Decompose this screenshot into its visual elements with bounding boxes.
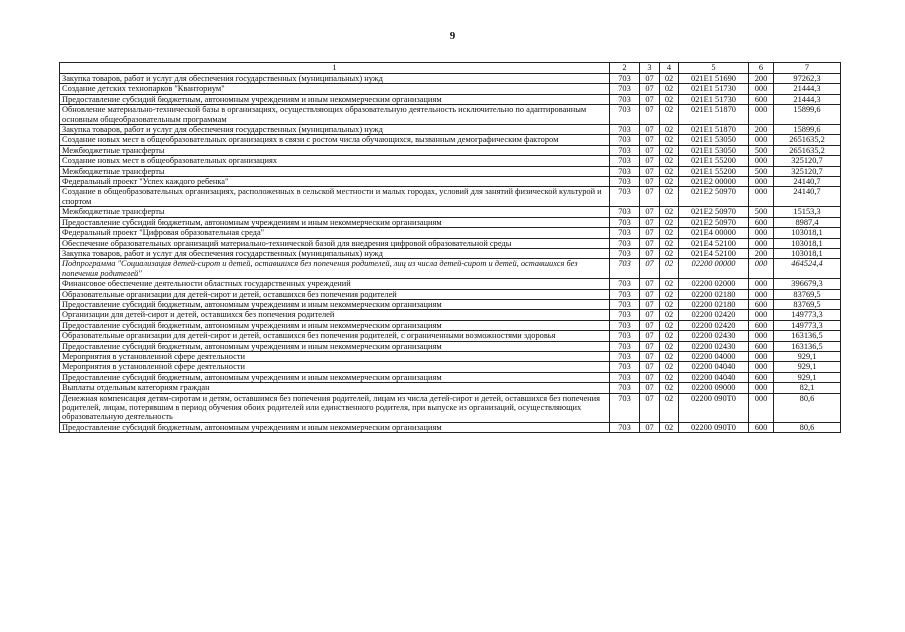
row-amount-cell: 149773,3 — [774, 310, 841, 320]
row-name-cell: Закупка товаров, работ и услуг для обеспечения государственных (муниципальных) нужд — [60, 248, 610, 258]
table-row — [60, 331, 841, 341]
row-amount-cell: 21444,3 — [774, 84, 841, 94]
column-header: 3 — [640, 63, 660, 74]
row-section-cell: 703 — [610, 156, 640, 166]
row-subsection2-cell: 02 — [660, 393, 679, 422]
row-expense-type-cell: 000 — [749, 105, 774, 125]
row-amount-cell: 464524,4 — [774, 259, 841, 279]
row-section-cell: 703 — [610, 74, 640, 84]
row-target-article-cell: 021E2 50970 — [679, 207, 749, 217]
row-target-article-cell: 021E1 51690 — [679, 74, 749, 84]
row-expense-type-cell: 000 — [749, 351, 774, 361]
row-expense-type-cell: 200 — [749, 125, 774, 135]
row-name-cell: Подпрограмма "Социализация детей-сирот и детей, оставшихся без попечения родителей, лиц из числа детей-сирот и детей, оставшихся без попечения родителей" — [60, 259, 610, 279]
row-subsection2-cell: 02 — [660, 248, 679, 258]
row-subsection2-cell: 02 — [660, 362, 679, 372]
row-name-cell: Федеральный проект "Цифровая образовательная среда" — [60, 228, 610, 238]
row-amount-cell: 15899,6 — [774, 105, 841, 125]
row-target-article-cell: 021E2 50970 — [679, 217, 749, 227]
table-row — [60, 393, 841, 422]
row-expense-type-cell: 000 — [749, 289, 774, 299]
row-amount-cell: 325120,7 — [774, 166, 841, 176]
table-row — [60, 74, 841, 84]
row-name-cell: Выплаты отдельным категориям граждан — [60, 383, 610, 393]
row-name-cell: Образовательные организации для детей-сирот и детей, оставшихся без попечения родителей — [60, 289, 610, 299]
row-name-cell: Закупка товаров, работ и услуг для обеспечения государственных (муниципальных) нужд — [60, 74, 610, 84]
row-subsection2-cell: 02 — [660, 310, 679, 320]
row-expense-type-cell: 000 — [749, 156, 774, 166]
row-subsection-cell: 07 — [640, 217, 660, 227]
row-subsection-cell: 07 — [640, 310, 660, 320]
row-name-cell: Межбюджетные трансферты — [60, 207, 610, 217]
table-row — [60, 248, 841, 258]
row-name-cell: Обновление материально-технической базы в организациях, осуществляющих образовательную деятельность исключительно по адаптированным основным общеобразовательным программам — [60, 105, 610, 125]
row-expense-type-cell: 600 — [749, 341, 774, 351]
row-subsection2-cell: 02 — [660, 135, 679, 145]
row-subsection-cell: 07 — [640, 351, 660, 361]
column-header: 7 — [774, 63, 841, 74]
row-amount-cell: 929,1 — [774, 362, 841, 372]
row-subsection2-cell: 02 — [660, 238, 679, 248]
table-row — [60, 84, 841, 94]
row-name-cell: Создание новых мест в общеобразовательных организациях — [60, 156, 610, 166]
row-amount-cell: 24140,7 — [774, 187, 841, 207]
row-name-cell: Межбюджетные трансферты — [60, 145, 610, 155]
row-subsection2-cell: 02 — [660, 207, 679, 217]
row-amount-cell: 929,1 — [774, 372, 841, 382]
row-section-cell: 703 — [610, 217, 640, 227]
row-subsection-cell: 07 — [640, 383, 660, 393]
row-name-cell: Создание новых мест в общеобразовательных организациях в связи с ростом числа обучающихся, вызванным демографическим фактором — [60, 135, 610, 145]
row-subsection2-cell: 02 — [660, 331, 679, 341]
row-subsection2-cell: 02 — [660, 372, 679, 382]
row-subsection-cell: 07 — [640, 94, 660, 104]
row-target-article-cell: 02200 090Т0 — [679, 393, 749, 422]
row-section-cell: 703 — [610, 320, 640, 330]
row-expense-type-cell: 200 — [749, 74, 774, 84]
row-subsection-cell: 07 — [640, 156, 660, 166]
row-name-cell: Предоставление субсидий бюджетным, автономным учреждениям и иным некоммерческим организациям — [60, 422, 610, 432]
row-target-article-cell: 021E4 52100 — [679, 238, 749, 248]
row-expense-type-cell: 600 — [749, 217, 774, 227]
row-section-cell: 703 — [610, 372, 640, 382]
row-section-cell: 703 — [610, 105, 640, 125]
row-subsection-cell: 07 — [640, 259, 660, 279]
row-name-cell: Мероприятия в установленной сфере деятельности — [60, 351, 610, 361]
table-row — [60, 299, 841, 309]
row-subsection2-cell: 02 — [660, 217, 679, 227]
row-target-article-cell: 021E1 51730 — [679, 84, 749, 94]
table-row — [60, 383, 841, 393]
row-amount-cell: 8987,4 — [774, 217, 841, 227]
row-section-cell: 703 — [610, 393, 640, 422]
table-header-row — [60, 63, 841, 74]
table-row — [60, 125, 841, 135]
row-target-article-cell: 021E1 51730 — [679, 94, 749, 104]
row-expense-type-cell: 000 — [749, 310, 774, 320]
row-subsection2-cell: 02 — [660, 422, 679, 432]
row-subsection2-cell: 02 — [660, 279, 679, 289]
row-expense-type-cell: 000 — [749, 279, 774, 289]
row-subsection-cell: 07 — [640, 74, 660, 84]
row-section-cell: 703 — [610, 207, 640, 217]
row-section-cell: 703 — [610, 289, 640, 299]
row-target-article-cell: 021E1 51870 — [679, 105, 749, 125]
row-name-cell: Мероприятия в установленной сфере деятельности — [60, 362, 610, 372]
row-expense-type-cell: 000 — [749, 84, 774, 94]
row-target-article-cell: 02200 04040 — [679, 372, 749, 382]
table-row — [60, 207, 841, 217]
row-expense-type-cell: 000 — [749, 228, 774, 238]
row-name-cell: Предоставление субсидий бюджетным, автономным учреждениям и иным некоммерческим организациям — [60, 299, 610, 309]
row-target-article-cell: 02200 02000 — [679, 279, 749, 289]
table-row — [60, 135, 841, 145]
row-expense-type-cell: 000 — [749, 383, 774, 393]
row-amount-cell: 24140,7 — [774, 177, 841, 187]
row-subsection2-cell: 02 — [660, 351, 679, 361]
row-section-cell: 703 — [610, 310, 640, 320]
row-section-cell: 703 — [610, 94, 640, 104]
table-row — [60, 238, 841, 248]
row-amount-cell: 15153,3 — [774, 207, 841, 217]
row-expense-type-cell: 000 — [749, 259, 774, 279]
row-subsection2-cell: 02 — [660, 84, 679, 94]
row-name-cell: Денежная компенсация детям-сиротам и детям, оставшимся без попечения родителей, лицам из числа детей-сирот и детей, оставшихся без попечения родителей, лицам, потерявшим в период обучения обоих родителей или единственного родителя, при выпуске из организаций, осуществляющих образовательную деятельность — [60, 393, 610, 422]
row-target-article-cell: 02200 00000 — [679, 259, 749, 279]
row-subsection-cell: 07 — [640, 228, 660, 238]
row-expense-type-cell: 600 — [749, 94, 774, 104]
row-expense-type-cell: 600 — [749, 422, 774, 432]
row-amount-cell: 83769,5 — [774, 299, 841, 309]
row-amount-cell: 163136,5 — [774, 341, 841, 351]
row-target-article-cell: 02200 02420 — [679, 310, 749, 320]
row-subsection-cell: 07 — [640, 135, 660, 145]
row-amount-cell: 15899,6 — [774, 125, 841, 135]
row-subsection2-cell: 02 — [660, 299, 679, 309]
table-row — [60, 94, 841, 104]
row-subsection2-cell: 02 — [660, 383, 679, 393]
row-amount-cell: 325120,7 — [774, 156, 841, 166]
row-section-cell: 703 — [610, 84, 640, 94]
row-subsection2-cell: 02 — [660, 177, 679, 187]
row-subsection-cell: 07 — [640, 320, 660, 330]
row-section-cell: 703 — [610, 383, 640, 393]
row-expense-type-cell: 000 — [749, 187, 774, 207]
row-target-article-cell: 02200 04040 — [679, 362, 749, 372]
row-subsection-cell: 07 — [640, 362, 660, 372]
row-subsection-cell: 07 — [640, 331, 660, 341]
column-header: 1 — [60, 63, 610, 74]
row-target-article-cell: 02200 02430 — [679, 331, 749, 341]
row-amount-cell: 80,6 — [774, 393, 841, 422]
row-subsection2-cell: 02 — [660, 289, 679, 299]
row-target-article-cell: 021E1 53050 — [679, 145, 749, 155]
row-section-cell: 703 — [610, 351, 640, 361]
row-section-cell: 703 — [610, 259, 640, 279]
row-subsection2-cell: 02 — [660, 166, 679, 176]
row-subsection-cell: 07 — [640, 341, 660, 351]
row-expense-type-cell: 000 — [749, 238, 774, 248]
row-section-cell: 703 — [610, 362, 640, 372]
row-section-cell: 703 — [610, 135, 640, 145]
table-row — [60, 320, 841, 330]
row-expense-type-cell: 000 — [749, 393, 774, 422]
row-section-cell: 703 — [610, 248, 640, 258]
table-row — [60, 145, 841, 155]
row-amount-cell: 103018,1 — [774, 248, 841, 258]
row-name-cell: Предоставление субсидий бюджетным, автономным учреждениям и иным некоммерческим организациям — [60, 372, 610, 382]
table-row — [60, 289, 841, 299]
table-row — [60, 351, 841, 361]
table-row — [60, 105, 841, 125]
column-header: 2 — [610, 63, 640, 74]
row-target-article-cell: 021E1 55200 — [679, 166, 749, 176]
row-section-cell: 703 — [610, 331, 640, 341]
row-expense-type-cell: 000 — [749, 135, 774, 145]
row-name-cell: Создание детских технопарков "Кванториум" — [60, 84, 610, 94]
table-row — [60, 187, 841, 207]
table-row — [60, 279, 841, 289]
table-row — [60, 166, 841, 176]
row-section-cell: 703 — [610, 299, 640, 309]
budget-table — [59, 62, 841, 433]
column-header: 4 — [660, 63, 679, 74]
row-subsection2-cell: 02 — [660, 228, 679, 238]
row-target-article-cell: 02200 02430 — [679, 341, 749, 351]
row-section-cell: 703 — [610, 177, 640, 187]
row-subsection-cell: 07 — [640, 207, 660, 217]
row-target-article-cell: 021E1 51870 — [679, 125, 749, 135]
row-name-cell: Обеспечение образовательных организаций материально-технической базой для внедрения цифровой образовательной среды — [60, 238, 610, 248]
row-amount-cell: 2651635,2 — [774, 145, 841, 155]
row-section-cell: 703 — [610, 279, 640, 289]
row-name-cell: Предоставление субсидий бюджетным, автономным учреждениям и иным некоммерческим организациям — [60, 94, 610, 104]
table-row — [60, 156, 841, 166]
row-subsection-cell: 07 — [640, 187, 660, 207]
row-target-article-cell: 021E1 55200 — [679, 156, 749, 166]
row-target-article-cell: 021E4 52100 — [679, 248, 749, 258]
row-subsection-cell: 07 — [640, 166, 660, 176]
row-name-cell: Организации для детей-сирот и детей, оставшихся без попечения родителей — [60, 310, 610, 320]
row-target-article-cell: 02200 02180 — [679, 289, 749, 299]
table-row — [60, 422, 841, 432]
row-name-cell: Образовательные организации для детей-сирот и детей, оставшихся без попечения родителей, с ограниченными возможностями здоровья — [60, 331, 610, 341]
row-subsection-cell: 07 — [640, 248, 660, 258]
row-subsection-cell: 07 — [640, 84, 660, 94]
row-expense-type-cell: 600 — [749, 372, 774, 382]
row-subsection-cell: 07 — [640, 238, 660, 248]
row-section-cell: 703 — [610, 228, 640, 238]
row-section-cell: 703 — [610, 187, 640, 207]
row-target-article-cell: 02200 04000 — [679, 351, 749, 361]
row-target-article-cell: 02200 090Т0 — [679, 422, 749, 432]
row-amount-cell: 103018,1 — [774, 228, 841, 238]
row-subsection-cell: 07 — [640, 299, 660, 309]
table-row — [60, 228, 841, 238]
row-subsection-cell: 07 — [640, 279, 660, 289]
row-amount-cell: 103018,1 — [774, 238, 841, 248]
page-number: 9 — [449, 30, 456, 42]
row-target-article-cell: 02200 09000 — [679, 383, 749, 393]
row-target-article-cell: 021E1 53050 — [679, 135, 749, 145]
row-expense-type-cell: 200 — [749, 248, 774, 258]
row-subsection2-cell: 02 — [660, 105, 679, 125]
row-name-cell: Создание в общеобразовательных организациях, расположенных в сельской местности и малых городах, условий для занятий физической культурой и спортом — [60, 187, 610, 207]
row-subsection2-cell: 02 — [660, 156, 679, 166]
row-subsection-cell: 07 — [640, 289, 660, 299]
row-section-cell: 703 — [610, 125, 640, 135]
row-subsection2-cell: 02 — [660, 125, 679, 135]
row-subsection-cell: 07 — [640, 393, 660, 422]
row-amount-cell: 97262,3 — [774, 74, 841, 84]
row-expense-type-cell: 000 — [749, 362, 774, 372]
row-subsection2-cell: 02 — [660, 74, 679, 84]
row-amount-cell: 396679,3 — [774, 279, 841, 289]
row-amount-cell: 149773,3 — [774, 320, 841, 330]
row-name-cell: Предоставление субсидий бюджетным, автономным учреждениям и иным некоммерческим организациям — [60, 320, 610, 330]
row-expense-type-cell: 500 — [749, 145, 774, 155]
table-row — [60, 372, 841, 382]
row-subsection-cell: 07 — [640, 372, 660, 382]
row-section-cell: 703 — [610, 145, 640, 155]
row-expense-type-cell: 000 — [749, 331, 774, 341]
row-subsection-cell: 07 — [640, 105, 660, 125]
row-amount-cell: 929,1 — [774, 351, 841, 361]
row-name-cell: Федеральный проект "Успех каждого ребенка" — [60, 177, 610, 187]
row-subsection2-cell: 02 — [660, 259, 679, 279]
row-section-cell: 703 — [610, 422, 640, 432]
row-target-article-cell: 02200 02420 — [679, 320, 749, 330]
row-name-cell: Закупка товаров, работ и услуг для обеспечения государственных (муниципальных) нужд — [60, 125, 610, 135]
row-amount-cell: 82,1 — [774, 383, 841, 393]
row-amount-cell: 163136,5 — [774, 331, 841, 341]
row-amount-cell: 80,6 — [774, 422, 841, 432]
table-row — [60, 310, 841, 320]
row-amount-cell: 2651635,2 — [774, 135, 841, 145]
table-row — [60, 259, 841, 279]
row-subsection2-cell: 02 — [660, 187, 679, 207]
row-target-article-cell: 021E2 50970 — [679, 187, 749, 207]
row-section-cell: 703 — [610, 238, 640, 248]
row-target-article-cell: 021E2 00000 — [679, 177, 749, 187]
row-subsection-cell: 07 — [640, 422, 660, 432]
table-row — [60, 341, 841, 351]
table-row — [60, 362, 841, 372]
row-name-cell: Финансовое обеспечение деятельности областных государственных учреждений — [60, 279, 610, 289]
column-header: 6 — [749, 63, 774, 74]
row-expense-type-cell: 000 — [749, 177, 774, 187]
column-header: 5 — [679, 63, 749, 74]
row-subsection-cell: 07 — [640, 125, 660, 135]
row-target-article-cell: 021E4 00000 — [679, 228, 749, 238]
row-subsection2-cell: 02 — [660, 94, 679, 104]
row-section-cell: 703 — [610, 341, 640, 351]
row-expense-type-cell: 600 — [749, 299, 774, 309]
row-subsection2-cell: 02 — [660, 145, 679, 155]
row-name-cell: Предоставление субсидий бюджетным, автономным учреждениям и иным некоммерческим организациям — [60, 341, 610, 351]
row-target-article-cell: 02200 02180 — [679, 299, 749, 309]
row-subsection-cell: 07 — [640, 145, 660, 155]
table-row — [60, 217, 841, 227]
row-subsection-cell: 07 — [640, 177, 660, 187]
row-expense-type-cell: 600 — [749, 320, 774, 330]
row-amount-cell: 83769,5 — [774, 289, 841, 299]
row-name-cell: Предоставление субсидий бюджетным, автономным учреждениям и иным некоммерческим организациям — [60, 217, 610, 227]
row-name-cell: Межбюджетные трансферты — [60, 166, 610, 176]
row-expense-type-cell: 500 — [749, 166, 774, 176]
table-row — [60, 177, 841, 187]
row-subsection2-cell: 02 — [660, 320, 679, 330]
row-amount-cell: 21444,3 — [774, 94, 841, 104]
row-expense-type-cell: 500 — [749, 207, 774, 217]
row-subsection2-cell: 02 — [660, 341, 679, 351]
row-section-cell: 703 — [610, 166, 640, 176]
